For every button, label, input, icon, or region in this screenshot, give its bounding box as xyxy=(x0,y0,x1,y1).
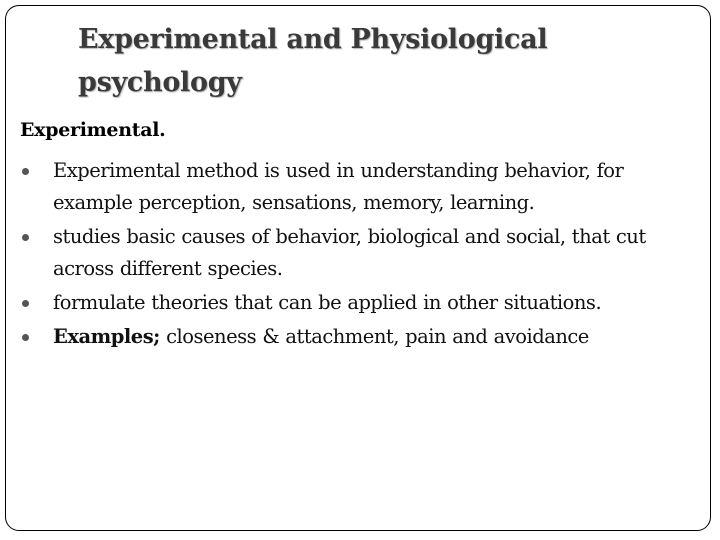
slide-title-line-1: Experimental and Physiological xyxy=(78,24,548,55)
bullet-item-3 xyxy=(20,287,690,319)
bullet-item-4 xyxy=(20,321,690,353)
bullet-item-2 xyxy=(20,221,690,285)
bullet-list xyxy=(20,155,690,355)
bullet-text: studies basic causes of behavior, biological and social, that cut across different species. xyxy=(53,225,646,280)
bullet-dot-icon xyxy=(22,334,29,341)
section-heading: Experimental. xyxy=(20,119,166,141)
bullet-lead: Examples; xyxy=(53,325,160,348)
bullet-text: Experimental method is used in understanding behavior, for example perception, sensations, memory, learning. xyxy=(53,159,624,214)
slide-title-line-2: psychology xyxy=(78,67,242,98)
bullet-item-1 xyxy=(20,155,690,219)
bullet-dot-icon xyxy=(22,300,29,307)
bullet-text: closeness & attachment, pain and avoidance xyxy=(159,325,589,348)
slide-title xyxy=(78,18,598,104)
bullet-dot-icon xyxy=(22,234,29,241)
bullet-text: formulate theories that can be applied in other situations. xyxy=(53,291,602,314)
bullet-dot-icon xyxy=(22,168,29,175)
